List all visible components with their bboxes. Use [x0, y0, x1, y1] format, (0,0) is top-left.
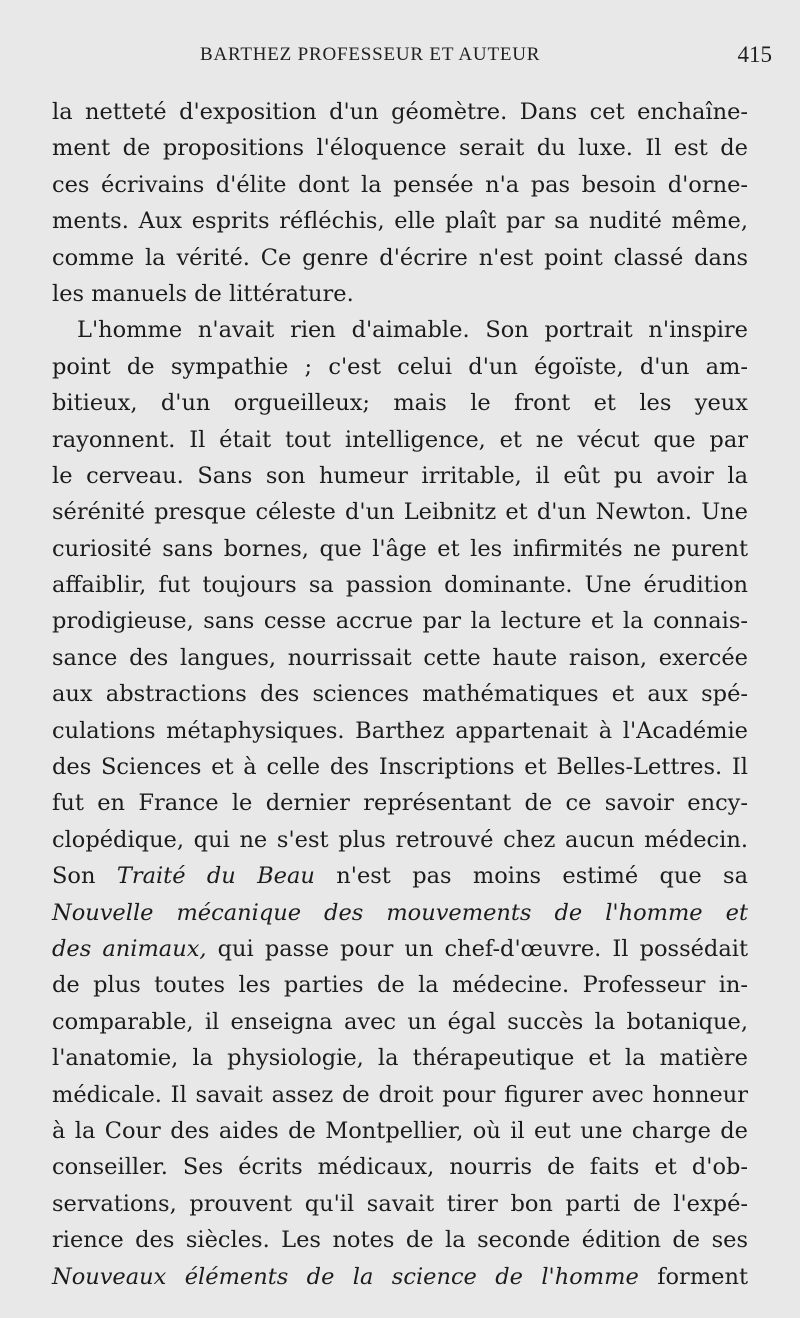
text-line-title [52, 895, 748, 931]
text-line: sérénité presque céleste d'un Leibnitz et d'un Newton. Une [52, 499, 748, 526]
text-segment: qui passe pour un chef-d'œuvre. Il possédait [217, 935, 748, 962]
text-line-with-title [52, 931, 748, 967]
text-segment: forment [657, 1263, 749, 1290]
text-line: à la Cour des aides de Montpellier, où il eut une charge de [52, 1117, 748, 1144]
text-line: les manuels de littérature. [52, 280, 354, 307]
running-title: BARTHEZ PROFESSEUR ET AUTEUR [200, 44, 541, 65]
text-line: ments. Aux esprits réfléchis, elle plaît par sa nudité même, [52, 208, 748, 235]
text-line: fut en France le dernier représentant de ce savoir ency- [52, 790, 748, 817]
page-number: 415 [737, 42, 772, 67]
text-line: rience des siècles. Les notes de la seconde édition de ses [52, 1227, 748, 1254]
text-line: des Sciences et à celle des Inscriptions et Belles-Lettres. Il [52, 754, 748, 781]
text-line: le cerveau. Sans son humeur irritable, il eût pu avoir la [52, 462, 748, 489]
text-line: de plus toutes les parties de la médecine. Professeur in- [52, 972, 748, 999]
text-line: comme la vérité. Ce genre d'écrire n'est point classé dans [52, 244, 748, 271]
text-line: conseiller. Ses écrits médicaux, nourris de faits et d'ob- [52, 1154, 748, 1181]
text-line: ces écrivains d'élite dont la pensée n'a pas besoin d'orne- [52, 171, 748, 198]
text-line: la netteté d'exposition d'un géomètre. Dans cet enchaîne- [52, 99, 748, 125]
body-text [52, 94, 748, 1295]
work-title: Nouveaux éléments de la science de l'homme [52, 1263, 639, 1290]
running-head [0, 44, 800, 74]
text-segment: Son [52, 863, 96, 890]
work-title: des animaux, [52, 935, 207, 962]
text-line: culations métaphysiques. Barthez appartenait à l'Académie [52, 717, 748, 744]
text-line: servations, prouvent qu'il savait tirer bon parti de l'expé- [52, 1190, 748, 1217]
text-line: curiosité sans bornes, que l'âge et les infirmités ne purent [52, 535, 748, 562]
text-line: sance des langues, nourrissait cette haute raison, exercée [52, 644, 748, 671]
text-line: rayonnent. Il était tout intelligence, et ne vécut que par [52, 426, 748, 453]
text-line: médicale. Il savait assez de droit pour figurer avec honneur [52, 1081, 748, 1108]
text-line: l'anatomie, la physiologie, la thérapeutique et la matière [52, 1045, 748, 1072]
text-segment: n'est pas moins estimé que sa [336, 863, 749, 890]
text-line: ment de propositions l'éloquence serait du luxe. Il est de [52, 135, 748, 162]
text-line: L'homme n'avait rien d'aimable. Son portrait n'inspire [77, 317, 748, 344]
text-line: bitieux, d'un orgueilleux; mais le front et les yeux [52, 390, 748, 417]
text-line: point de sympathie ; c'est celui d'un égoïste, d'un am- [52, 353, 748, 380]
text-line: comparable, il enseigna avec un égal succès la botanique, [52, 1008, 748, 1035]
text-line-with-title [52, 858, 748, 894]
text-line: aux abstractions des sciences mathématiques et aux spé- [52, 681, 748, 708]
text-line: clopédique, qui ne s'est plus retrouvé chez aucun médecin. [52, 826, 748, 853]
work-title: Nouvelle mécanique des mouvements de l'homme et [52, 899, 748, 926]
text-line: prodigieuse, sans cesse accrue par la lecture et la connais- [52, 608, 748, 635]
text-line-with-title [52, 1259, 748, 1295]
work-title: Traité du Beau [116, 863, 315, 890]
text-line: affaiblir, fut toujours sa passion dominante. Une érudition [52, 572, 748, 599]
